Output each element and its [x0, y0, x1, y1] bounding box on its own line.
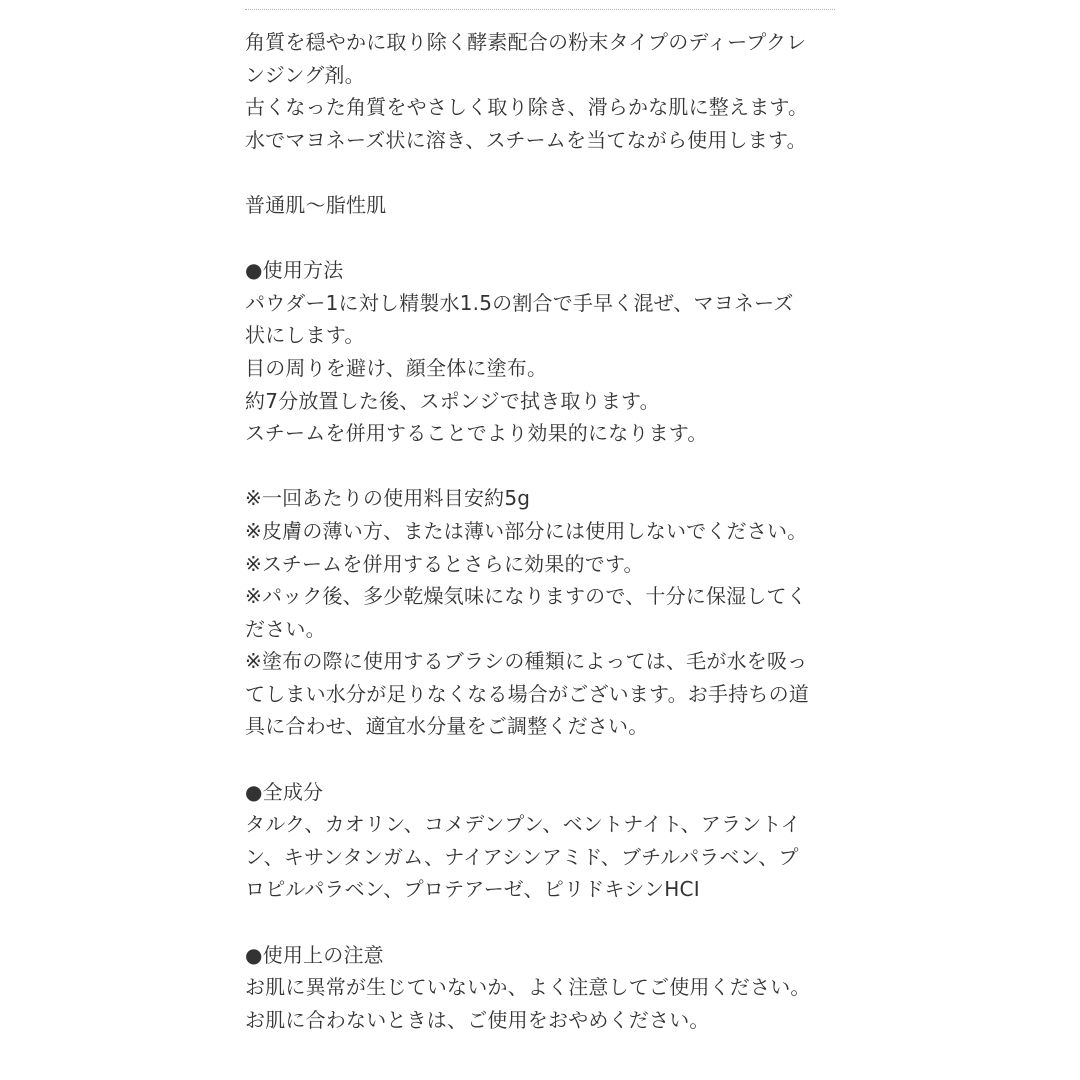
- note-line: ※一回あたりの使用料目安約5g: [245, 486, 531, 511]
- caution-line: お肌に合わないときは、ご使用をおやめください。: [245, 1007, 710, 1032]
- note-line: てしまい水分が足りなくなる場合がございます。お手持ちの道: [245, 681, 809, 706]
- skin-type: 普通肌〜脂性肌: [245, 192, 387, 217]
- spacer: [245, 743, 845, 776]
- description-line: ンジング剤。: [245, 62, 365, 87]
- note-line: ※パック後、多少乾燥気味になりますので、十分に保湿してく: [245, 584, 807, 609]
- description-line: 水でマヨネーズ状に溶き、スチームを当てながら使用します。: [245, 127, 807, 152]
- ingredients-section: [245, 776, 845, 906]
- spacer: [245, 222, 845, 255]
- top-divider: [245, 9, 835, 10]
- usage-line: 状にします。: [245, 323, 365, 348]
- note-line: ※スチームを併用するとさらに効果的です。: [245, 551, 644, 576]
- note-line: 具に合わせ、適宜水分量をご調整ください。: [245, 714, 649, 739]
- spacer: [245, 156, 845, 189]
- usage-line: 目の周りを避け、顔全体に塗布。: [245, 355, 548, 380]
- notes-section: [245, 482, 845, 743]
- note-line: ※皮膚の薄い方、または薄い部分には使用しないでください。: [245, 518, 808, 543]
- description-section: [245, 26, 845, 156]
- usage-section: [245, 254, 845, 450]
- description-line: 角質を穏やかに取り除く酵素配合の粉末タイプのディープクレ: [245, 30, 807, 54]
- spacer: [245, 450, 845, 483]
- ingredients-heading: ●全成分: [245, 779, 324, 804]
- ingredients-line: タルク、カオリン、コメデンプン、ベントナイト、アラントイ: [245, 812, 801, 837]
- note-line: ださい。: [245, 616, 326, 641]
- ingredients-line: ン、キサンタンガム、ナイアシンアミド、ブチルパラベン、プ: [245, 844, 799, 869]
- note-line: ※塗布の際に使用するブラシの種類によっては、毛が水を吸っ: [245, 649, 808, 674]
- product-description-body: [245, 26, 845, 1036]
- ingredients-line: ロピルパラベン、プロテアーゼ、ピリドキシンHCI: [245, 877, 700, 902]
- usage-line: 約7分放置した後、スポンジで拭き取ります。: [245, 388, 660, 413]
- usage-line: パウダー1に対し精製水1.5の割合で手早く混ぜ、マヨネーズ: [245, 290, 794, 315]
- usage-heading: ●使用方法: [245, 258, 344, 283]
- usage-line: スチームを併用することでより効果的になります。: [245, 421, 708, 446]
- cautions-section: [245, 939, 845, 1037]
- spacer: [245, 906, 845, 939]
- cautions-heading: ●使用上の注意: [245, 942, 384, 967]
- description-line: 古くなった角質をやさしく取り除き、滑らかな肌に整えます。: [245, 95, 809, 120]
- caution-line: お肌に異常が生じていないか、よく注意してご使用ください。: [245, 975, 811, 1000]
